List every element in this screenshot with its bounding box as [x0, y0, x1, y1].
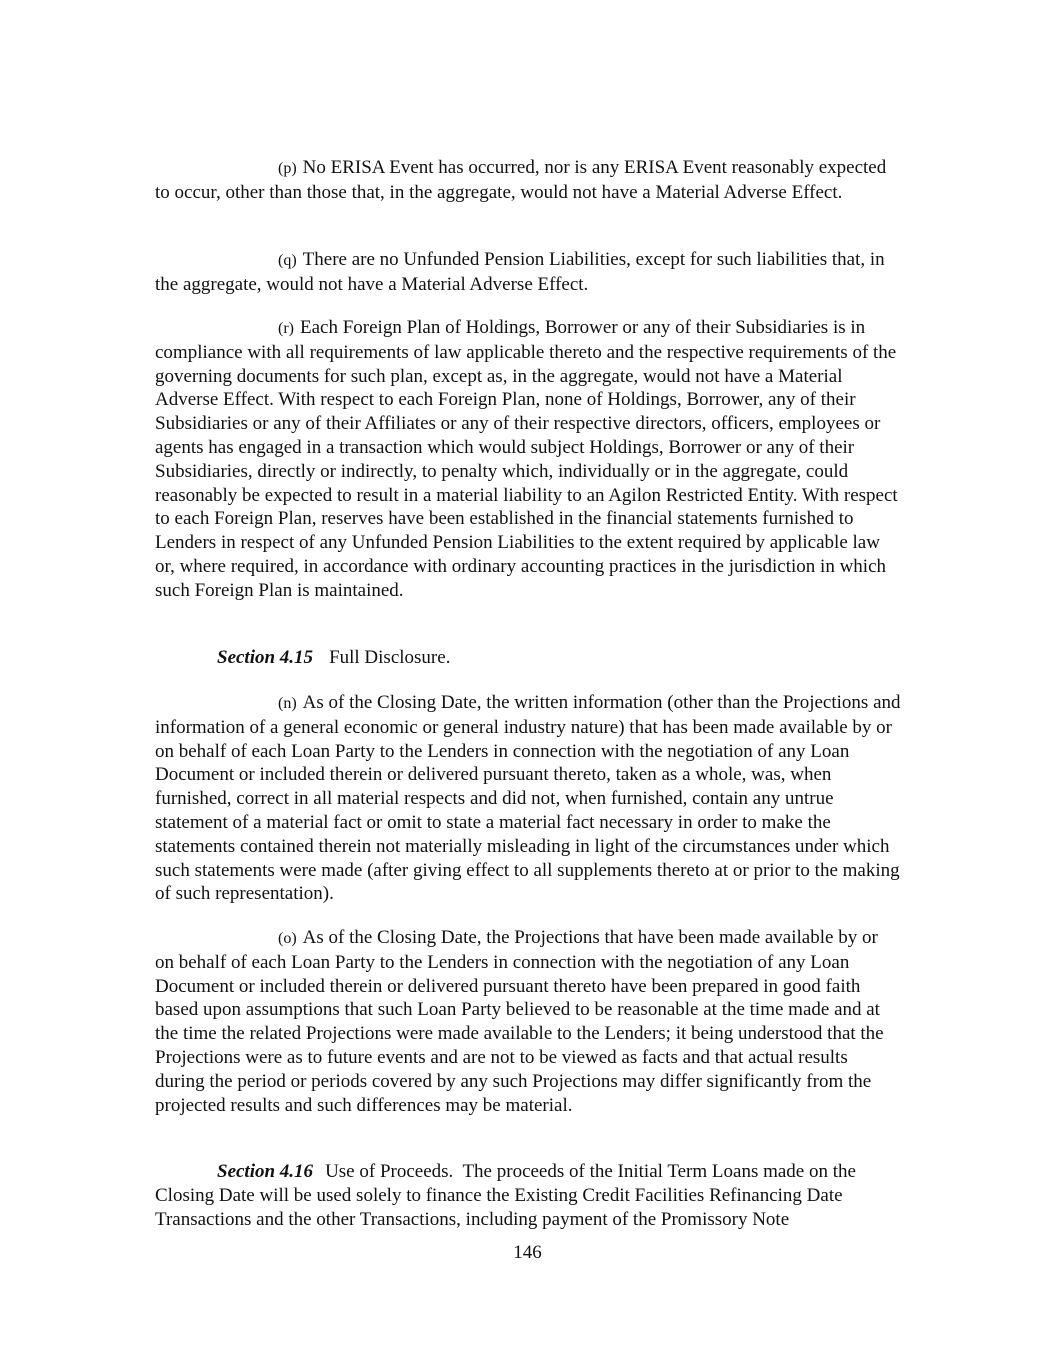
paragraph-q	[155, 248, 901, 297]
section-4-16-paragraph	[155, 1160, 901, 1231]
section-number: Section 4.16	[217, 1161, 314, 1182]
page-number: 146	[513, 1242, 542, 1263]
paragraph-text: As of the Closing Date, the written information (other than the Projections and information of a general economic or general industry nature) that has been made available by or on behalf of each Loan Party to the Lenders in connection with the negotiation of any Loan Document or included therein or delivered pursuant thereto, taken as a whole, was, when furnished, correct in all material respects and did not, when furnished, contain any untrue statement of a material fact or omit to state a material fact necessary in order to make the statements contained therein not materially misleading in light of the circumstances under which such statements were made (after giving effect to all supplements thereto at or prior to the making of such representation).	[155, 692, 901, 905]
paragraph-marker: (q)	[278, 252, 297, 269]
section-number: Section 4.15	[217, 647, 314, 668]
paragraph-text: Each Foreign Plan of Holdings, Borrower or any of their Subsidiaries is in compliance with all requirements of law applicable thereto and the respective requirements of the governing documents for such plan, except as, in the aggregate, would not have a Material Adverse Effect. With respect to each Foreign Plan, none of Holdings, Borrower, any of their Subsidiaries or any of their Affiliates or any of their respective directors, officers, employees or agents has engaged in a transaction which would subject Holdings, Borrower or any of their Subsidiaries, directly or indirectly, to penalty which, individually or in the aggregate, could reasonably be expected to result in a material liability to an Agilon Restricted Entity. With respect to each Foreign Plan, reserves have been established in the financial statements furnished to Lenders in respect of any Unfunded Pension Liabilities to the extent required by applicable law or, where required, in accordance with ordinary accounting practices in the jurisdiction in which such Foreign Plan is maintained.	[155, 317, 898, 601]
paragraph-text: As of the Closing Date, the Projections that have been made available by or on behalf of each Loan Party to the Lenders in connection with the negotiation of any Loan Document or included therein or delivered pursuant thereto have been prepared in good faith based upon assumptions that such Loan Party believed to be reasonable at the time made and at the time the related Projections were made available to the Lenders; it being understood that the Projections were as to future events and are not to be viewed as facts and that actual results during the period or periods covered by any such Projections may differ significantly from the projected results and such differences may be material.	[155, 927, 884, 1116]
paragraph-o	[155, 926, 901, 1117]
paragraph-text: No ERISA Event has occurred, nor is any ERISA Event reasonably expected to occur, other than those that, in the aggregate, would not have a Material Adverse Effect.	[155, 157, 887, 203]
paragraph-marker: (p)	[278, 160, 297, 177]
paragraph-r	[155, 316, 901, 603]
section-title: Use of Proceeds.	[325, 1161, 454, 1182]
paragraph-marker: (r)	[278, 320, 294, 337]
paragraph-n	[155, 691, 901, 906]
section-text: The proceeds of the Initial Term Loans made on the Closing Date will be used solely to finance the Existing Credit Facilities Refinancing Date Transactions and the other Transactions, including payment of the Promissory Note	[155, 1161, 856, 1230]
section-title: Full Disclosure.	[329, 647, 451, 668]
section-4-15-heading	[217, 646, 450, 670]
paragraph-text: There are no Unfunded Pension Liabilities, except for such liabilities that, in the aggregate, would not have a Material Adverse Effect.	[155, 249, 885, 295]
paragraph-p	[155, 156, 901, 205]
paragraph-marker: (n)	[278, 695, 297, 712]
paragraph-marker: (o)	[278, 930, 297, 947]
